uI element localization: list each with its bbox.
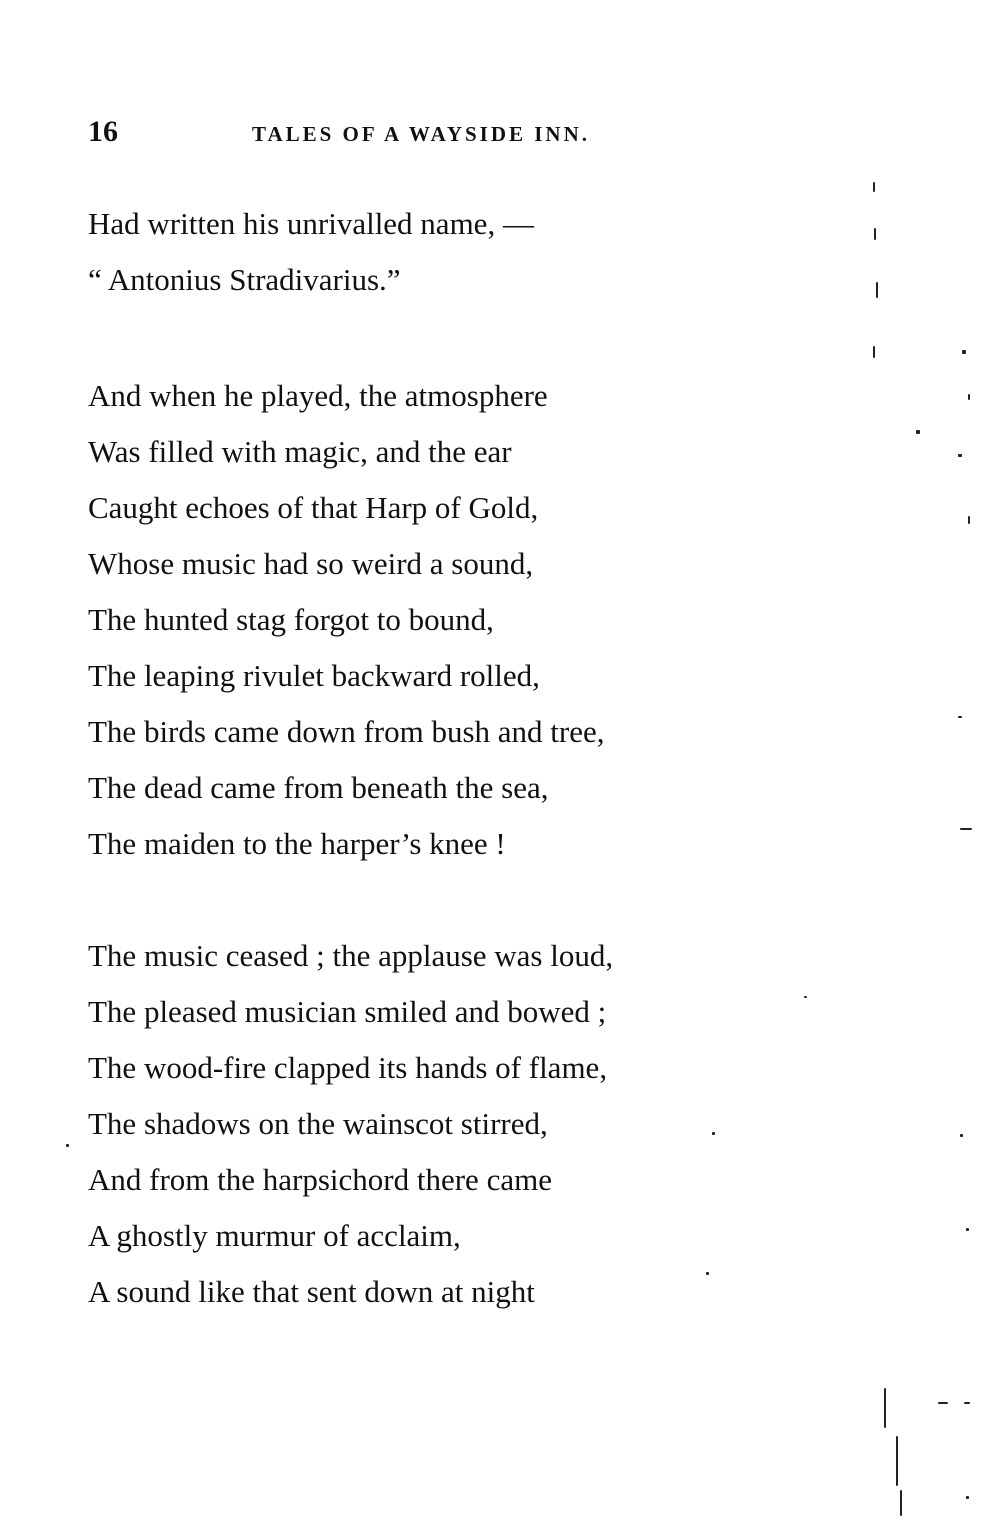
scan-speck [916, 430, 920, 434]
scan-speck [66, 1144, 69, 1147]
verse-line: A ghostly murmur of acclaim, [88, 1218, 461, 1253]
scan-speck [960, 828, 972, 830]
verse-line: A sound like that sent down at night [88, 1274, 535, 1309]
verse-line: The wood-fire clapped its hands of flame, [88, 1050, 608, 1085]
scan-speck [964, 1402, 970, 1404]
stanza-3 [88, 928, 788, 1320]
verse-line: The shadows on the wainscot stirred, [88, 1106, 548, 1141]
scan-speck [900, 1490, 902, 1516]
verse-line: The pleased musician smiled and bowed ; [88, 994, 607, 1029]
scan-speck [896, 1436, 898, 1486]
scan-speck [960, 1134, 963, 1137]
scan-speck [874, 228, 876, 240]
running-title: TALES OF A WAYSIDE INN. [252, 122, 591, 146]
stanza-2 [88, 368, 788, 872]
scan-speck [958, 716, 962, 718]
scan-speck [968, 394, 970, 400]
verse-line: Whose music had so weird a sound, [88, 546, 534, 581]
verse-line: “ Antonius Stradivarius.” [88, 262, 401, 297]
running-head [88, 112, 648, 152]
stanza-1 [88, 196, 788, 308]
verse-line: And when he played, the atmosphere [88, 378, 548, 413]
scan-speck [962, 350, 966, 354]
verse-line: The birds came down from bush and tree, [88, 714, 605, 749]
verse-line: The hunted stag forgot to bound, [88, 602, 494, 637]
scan-speck [938, 1402, 948, 1404]
scan-speck [958, 454, 962, 457]
scan-speck [966, 1228, 969, 1231]
verse-line: And from the harpsichord there came [88, 1162, 552, 1197]
scan-speck [706, 1272, 709, 1275]
verse-line: The music ceased ; the applause was loud, [88, 938, 614, 973]
verse-line: The leaping rivulet backward rolled, [88, 658, 540, 693]
scan-speck [968, 516, 970, 524]
page-number: 16 [88, 115, 118, 148]
scan-speck [966, 1496, 969, 1499]
verse-line: Had written his unrivalled name, — [88, 206, 534, 241]
verse-line: Was filled with magic, and the ear [88, 434, 512, 469]
scan-speck [804, 996, 807, 998]
scan-speck [712, 1132, 715, 1135]
scan-speck [876, 282, 878, 298]
scan-speck [884, 1388, 886, 1428]
verse-line: The dead came from beneath the sea, [88, 770, 549, 805]
scan-speck [873, 346, 875, 358]
verse-line: Caught echoes of that Harp of Gold, [88, 490, 539, 525]
verse-line: The maiden to the harper’s knee ! [88, 826, 506, 861]
scan-speck [873, 182, 875, 192]
